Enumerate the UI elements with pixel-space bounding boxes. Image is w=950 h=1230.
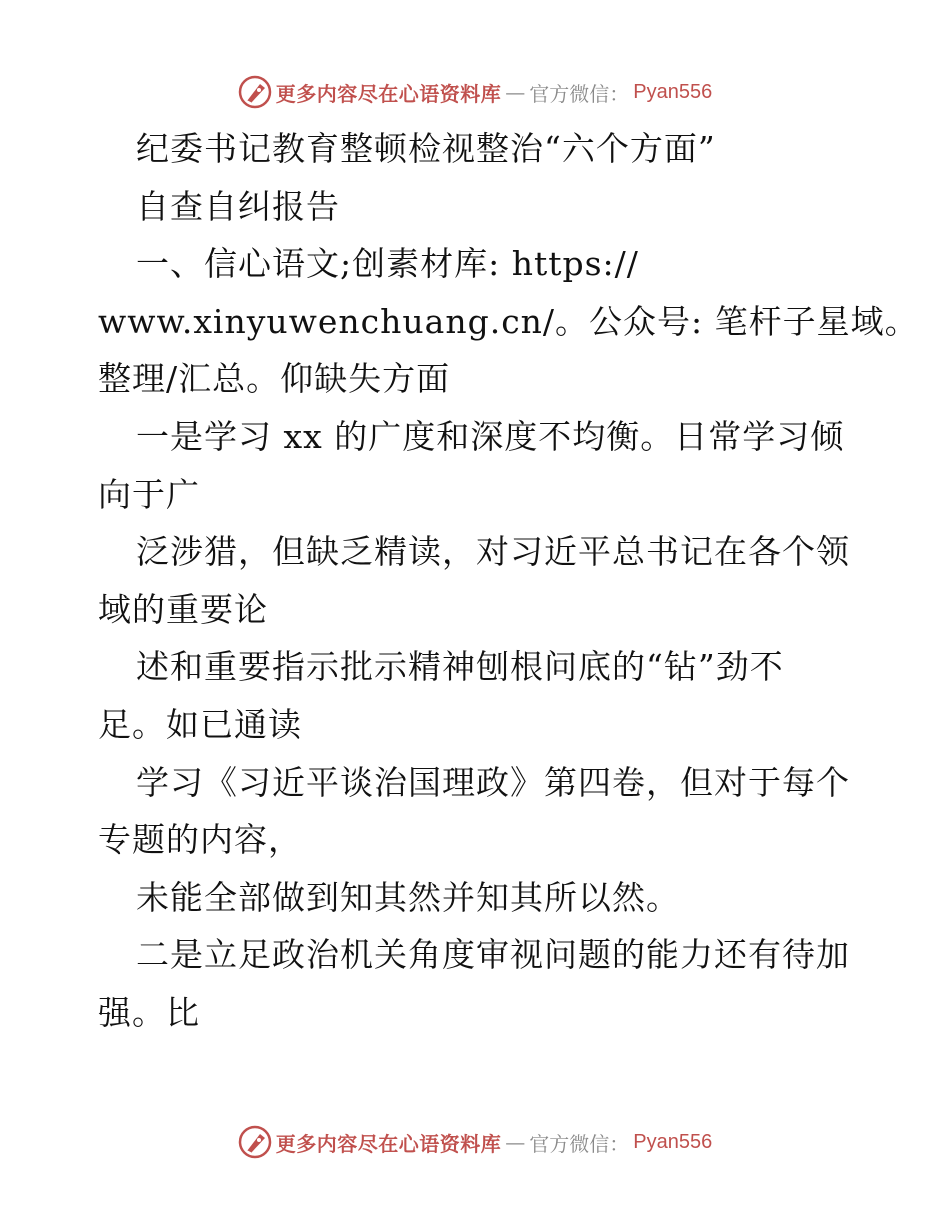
paragraph-line: 专题的内容， [98, 820, 302, 860]
header-brand [238, 75, 712, 109]
footer-separator: — [505, 1130, 526, 1154]
page-footer [0, 1122, 950, 1162]
footer-wechat-label: 官方微信： [529, 1131, 630, 1156]
paragraph-line: 足。如已通读 [98, 704, 302, 744]
header-brand-text: 更多内容尽在心语资料库 [275, 81, 502, 106]
header-wechat-id: Pyan556 [633, 80, 713, 103]
header-wechat-label: 官方微信： [529, 81, 630, 106]
pen-nib-logo-icon [238, 1125, 272, 1159]
pen-nib-logo-icon [238, 75, 272, 109]
section-heading-line-2: www.xinyuwenchuang.cn/。公众号: 笔杆子星域。 [98, 301, 919, 341]
section-heading-line-1: 一、信心语文;创素材库: https:// [136, 244, 639, 284]
paragraph-line: 未能全部做到知其然并知其所以然。 [136, 877, 680, 917]
paragraph-line: 向于广 [98, 474, 200, 514]
footer-wechat-id: Pyan556 [633, 1130, 713, 1153]
paragraph-line: 域的重要论 [98, 589, 268, 629]
paragraph-line: 二是立足政治机关角度审视问题的能力还有待加 [136, 935, 850, 975]
title-line-1: 纪委书记教育整顿检视整治“六个方面” [136, 129, 716, 168]
page-header [0, 72, 950, 112]
footer-brand [238, 1125, 712, 1159]
paragraph-line: 强。比 [98, 992, 200, 1032]
header-separator: — [505, 80, 526, 104]
paragraph-line: 一是学习 xx 的广度和深度不均衡。日常学习倾 [136, 416, 845, 456]
paragraph-line: 述和重要指示批示精神刨根问底的“钻”劲不 [136, 647, 784, 687]
section-heading-line-3: 整理/汇总。仰缺失方面 [98, 359, 451, 399]
paragraph-line: 学习《习近平谈治国理政》第四卷，但对于每个 [136, 762, 850, 802]
footer-brand-text: 更多内容尽在心语资料库 [275, 1131, 502, 1156]
paragraph-line: 泛涉猎，但缺乏精读，对习近平总书记在各个领 [136, 532, 850, 572]
title-line-2: 自查自纠报告 [136, 186, 340, 226]
document-body [98, 120, 919, 1042]
